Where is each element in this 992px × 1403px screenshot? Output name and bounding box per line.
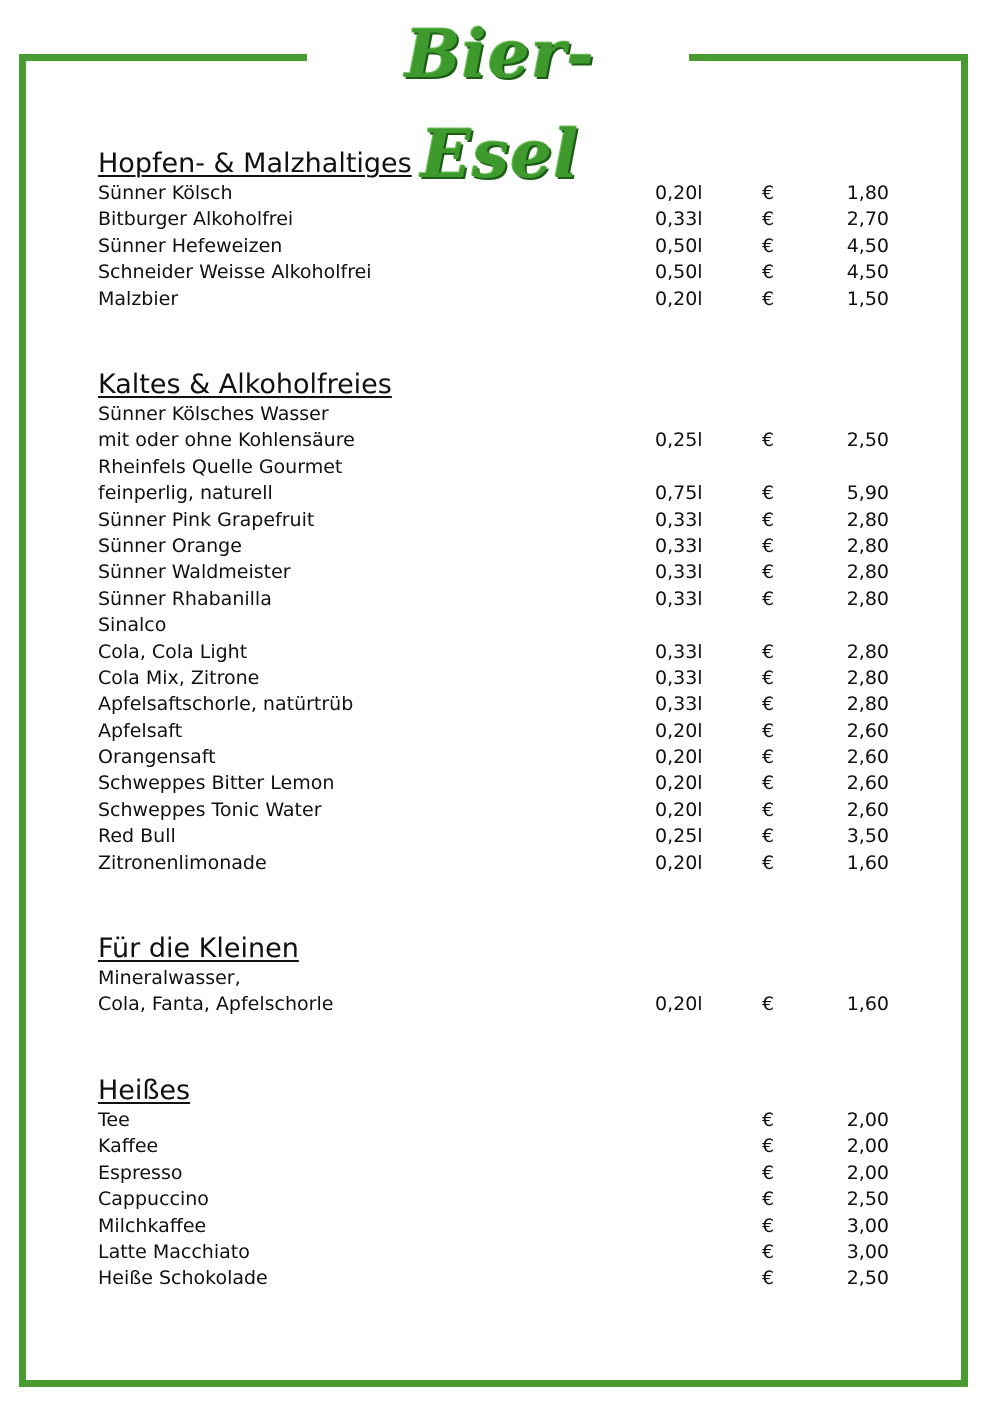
section-heisses: [98, 1076, 898, 1292]
item-price: 2,80: [846, 561, 889, 584]
item-volume: 0,25l: [655, 825, 703, 848]
item-name: Cola, Fanta, Apfelschorle: [98, 993, 334, 1016]
item-currency: €: [762, 772, 775, 795]
item-name: Rheinfels Quelle Gourmet: [98, 455, 343, 478]
item-currency: €: [762, 1109, 775, 1131]
item-name: Mineralwasser,: [98, 967, 241, 989]
item-currency: €: [762, 1267, 775, 1290]
item-price: 2,00: [846, 1109, 889, 1131]
item-currency: €: [762, 1188, 775, 1211]
menu-item: [98, 1160, 898, 1186]
item-currency: €: [762, 1161, 775, 1184]
item-volume: 0,20l: [655, 182, 703, 204]
frame-top-right: [689, 54, 968, 61]
menu-item: [98, 665, 898, 691]
item-name: Red Bull: [98, 825, 176, 848]
item-price: 2,80: [846, 693, 889, 716]
item-volume: 0,20l: [655, 719, 703, 742]
menu-item: [98, 586, 898, 612]
section-kaltes-alkoholfreies: [98, 370, 898, 876]
item-name: Sünner Kölsches Wasser: [98, 403, 329, 425]
item-currency: €: [762, 1240, 775, 1263]
logo: Bier-Esel: [404, 15, 595, 193]
item-currency: €: [762, 287, 775, 310]
item-price: 2,60: [846, 798, 889, 821]
menu-item: [98, 206, 898, 232]
item-volume: 0,25l: [655, 429, 703, 452]
item-list: [98, 401, 898, 876]
section-title: Heißes: [98, 1075, 191, 1106]
menu-item: [98, 259, 898, 285]
item-currency: €: [762, 261, 775, 284]
item-volume: 0,33l: [655, 561, 703, 584]
menu-item: [98, 1133, 898, 1159]
menu-item: [98, 718, 898, 744]
menu-item: [98, 797, 898, 823]
item-currency: €: [762, 693, 775, 716]
item-currency: €: [762, 825, 775, 848]
item-name: Schweppes Tonic Water: [98, 798, 322, 821]
item-currency: €: [762, 587, 775, 610]
item-price: 2,80: [846, 666, 889, 689]
menu-item: [98, 507, 898, 533]
item-currency: €: [762, 798, 775, 821]
item-volume: 0,20l: [655, 798, 703, 821]
menu-item: [98, 427, 898, 453]
item-name: Sünner Rhabanilla: [98, 587, 272, 610]
item-name: Cola, Cola Light: [98, 640, 248, 663]
item-currency: €: [762, 561, 775, 584]
item-price: 2,60: [846, 746, 889, 769]
section-title: Hopfen- & Malzhaltiges: [98, 148, 412, 179]
item-currency: €: [762, 182, 775, 204]
frame-left: [19, 54, 26, 1387]
item-name: Latte Macchiato: [98, 1240, 250, 1263]
item-price: 2,50: [846, 1267, 889, 1290]
item-price: 3,00: [846, 1240, 889, 1263]
item-price: 1,60: [846, 851, 889, 874]
menu-item: [98, 233, 898, 259]
item-currency: €: [762, 666, 775, 689]
item-currency: €: [762, 1135, 775, 1158]
item-name: Sinalco: [98, 614, 167, 637]
menu-item: [98, 965, 898, 991]
item-currency: €: [762, 719, 775, 742]
menu-item: [98, 559, 898, 585]
item-price: 2,80: [846, 534, 889, 557]
menu-item: [98, 612, 898, 638]
item-name: Sünner Hefeweizen: [98, 234, 283, 257]
item-volume: 0,20l: [655, 772, 703, 795]
item-name: Malzbier: [98, 287, 179, 310]
item-currency: €: [762, 508, 775, 531]
menu-item: [98, 401, 898, 427]
item-currency: €: [762, 851, 775, 874]
item-price: 4,50: [846, 261, 889, 284]
menu-item: [98, 1107, 898, 1133]
item-list: [98, 965, 898, 1018]
item-volume: 0,20l: [655, 851, 703, 874]
menu-item: [98, 991, 898, 1017]
item-name: Schweppes Bitter Lemon: [98, 772, 335, 795]
menu-item: [98, 770, 898, 796]
item-price: 2,80: [846, 508, 889, 531]
item-name: Milchkaffee: [98, 1214, 207, 1237]
menu-item: [98, 180, 898, 206]
item-list: [98, 1107, 898, 1292]
item-volume: 0,33l: [655, 666, 703, 689]
item-volume: 0,33l: [655, 534, 703, 557]
section-title: Für die Kleinen: [98, 933, 299, 964]
item-price: 3,50: [846, 825, 889, 848]
menu-item: [98, 286, 898, 312]
menu-item: [98, 1265, 898, 1291]
item-name: Orangensaft: [98, 746, 216, 769]
item-price: 2,80: [846, 640, 889, 663]
item-name: Cola Mix, Zitrone: [98, 666, 260, 689]
item-price: 2,50: [846, 1188, 889, 1211]
frame-bottom: [19, 1380, 968, 1387]
item-volume: 0,33l: [655, 208, 703, 231]
item-name: Zitronenlimonade: [98, 851, 267, 874]
item-currency: €: [762, 534, 775, 557]
item-currency: €: [762, 993, 775, 1016]
item-name: Sünner Orange: [98, 534, 242, 557]
item-name: Espresso: [98, 1161, 183, 1184]
item-volume: 0,20l: [655, 993, 703, 1016]
item-name: Bitburger Alkoholfrei: [98, 208, 294, 231]
item-price: 2,00: [846, 1135, 889, 1158]
item-currency: €: [762, 234, 775, 257]
item-name: feinperlig, naturell: [98, 482, 273, 505]
item-price: 2,60: [846, 772, 889, 795]
item-price: 4,50: [846, 234, 889, 257]
item-volume: 0,20l: [655, 746, 703, 769]
item-volume: 0,50l: [655, 261, 703, 284]
menu-item: [98, 850, 898, 876]
item-price: 2,00: [846, 1161, 889, 1184]
item-name: Sünner Kölsch: [98, 182, 233, 204]
item-name: Sünner Waldmeister: [98, 561, 291, 584]
item-price: 5,90: [846, 482, 889, 505]
section-title: Kaltes & Alkoholfreies: [98, 369, 392, 400]
section-fuer-die-kleinen: [98, 934, 898, 1018]
menu-item: [98, 533, 898, 559]
item-price: 3,00: [846, 1214, 889, 1237]
menu-item: [98, 454, 898, 480]
frame-top-left: [19, 54, 307, 61]
item-volume: 0,20l: [655, 287, 703, 310]
item-name: Apfelsaft: [98, 719, 183, 742]
item-price: 1,50: [846, 287, 889, 310]
item-volume: 0,33l: [655, 693, 703, 716]
item-price: 2,50: [846, 429, 889, 452]
item-name: Sünner Pink Grapefruit: [98, 508, 315, 531]
section-hopfen-malz: [98, 149, 898, 312]
item-price: 2,80: [846, 587, 889, 610]
item-price: 2,60: [846, 719, 889, 742]
menu-item: [98, 823, 898, 849]
item-currency: €: [762, 429, 775, 452]
menu-item: [98, 1186, 898, 1212]
item-name: mit oder ohne Kohlensäure: [98, 429, 355, 452]
item-volume: 0,33l: [655, 587, 703, 610]
item-currency: €: [762, 208, 775, 231]
item-name: Cappuccino: [98, 1188, 209, 1211]
item-name: Schneider Weisse Alkoholfrei: [98, 261, 372, 284]
item-name: Kaffee: [98, 1135, 159, 1158]
item-volume: 0,75l: [655, 482, 703, 505]
menu-item: [98, 1239, 898, 1265]
menu-item: [98, 744, 898, 770]
menu-item: [98, 480, 898, 506]
menu-item: [98, 1213, 898, 1239]
item-currency: €: [762, 1214, 775, 1237]
menu-item: [98, 639, 898, 665]
item-volume: 0,33l: [655, 640, 703, 663]
item-volume: 0,50l: [655, 234, 703, 257]
item-volume: 0,33l: [655, 508, 703, 531]
menu-item: [98, 691, 898, 717]
item-name: Tee: [98, 1109, 130, 1131]
item-list: [98, 180, 898, 312]
item-currency: €: [762, 746, 775, 769]
item-currency: €: [762, 640, 775, 663]
item-price: 1,60: [846, 993, 889, 1016]
item-name: Heiße Schokolade: [98, 1267, 268, 1290]
item-currency: €: [762, 482, 775, 505]
item-price: 2,70: [846, 208, 889, 231]
frame-right: [961, 54, 968, 1387]
item-name: Apfelsaftschorle, natürtrüb: [98, 693, 354, 716]
item-price: 1,80: [846, 182, 889, 204]
